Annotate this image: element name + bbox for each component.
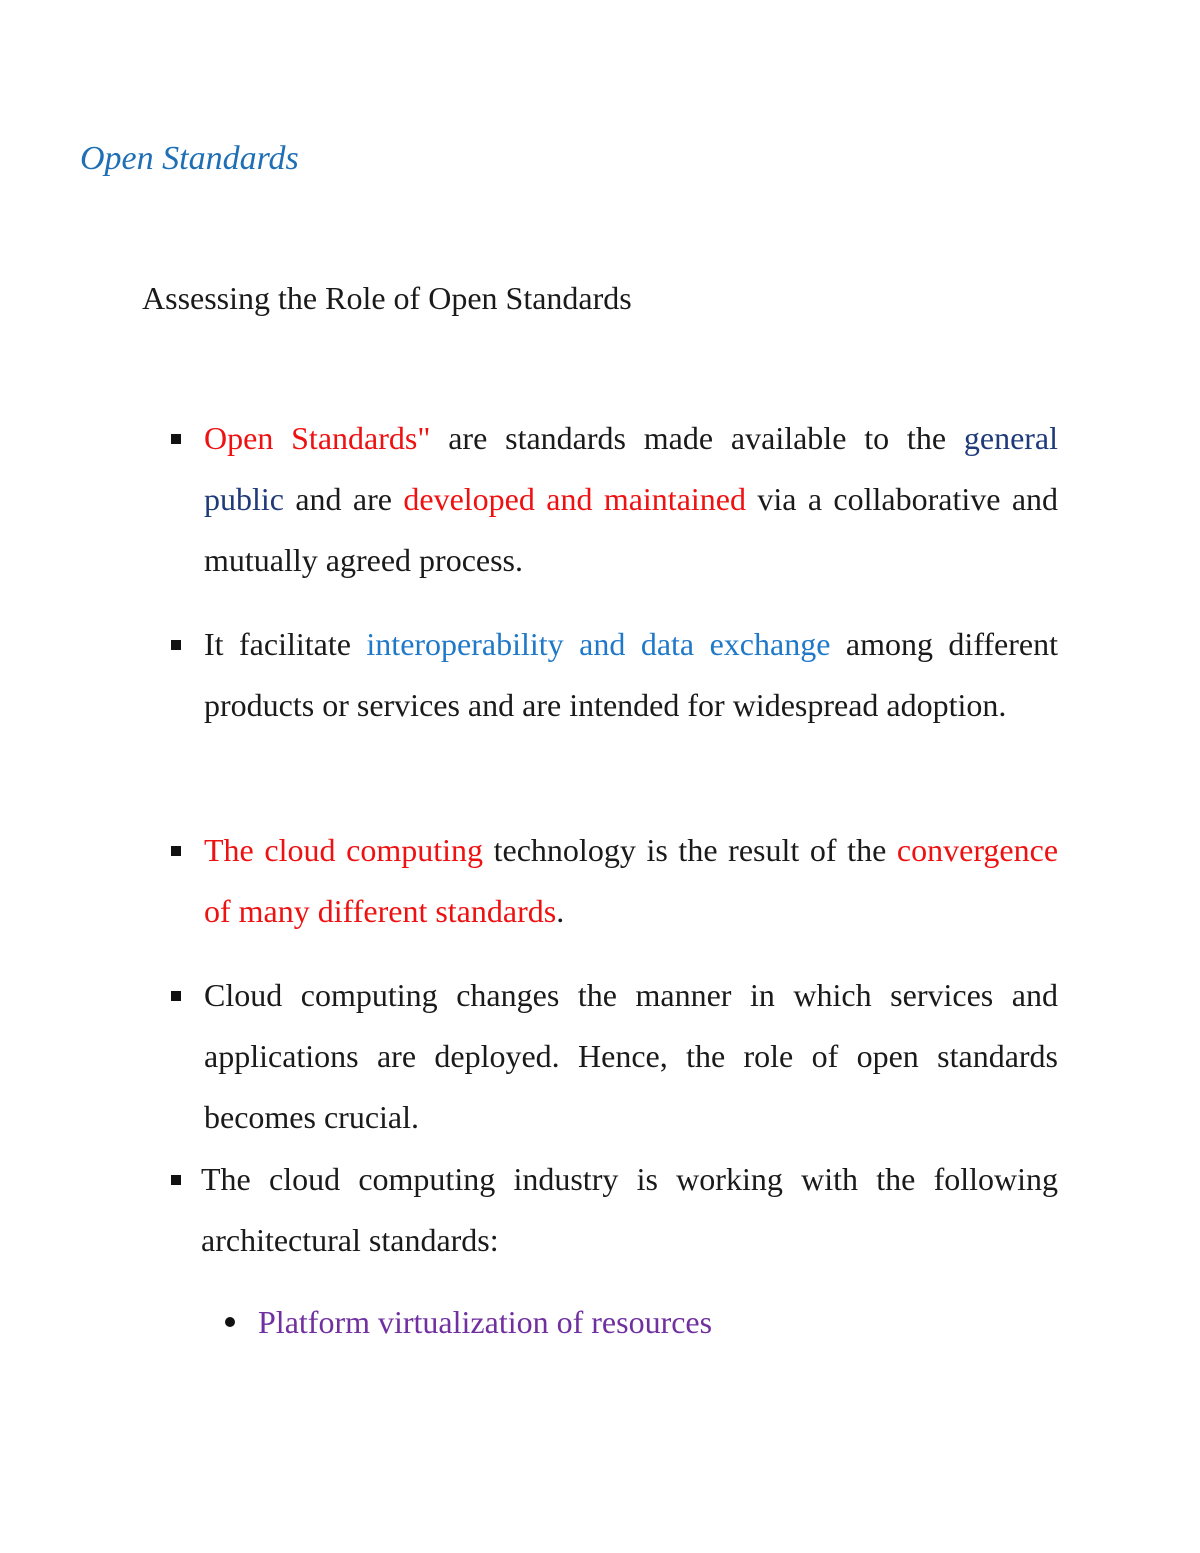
document-title: Open Standards [80, 140, 299, 177]
bullet-text-segment: among different products or services and are intended for widespread adoption. [204, 626, 1058, 723]
bullet-item-interoperability [204, 614, 1058, 736]
square-bullet-icon [171, 434, 181, 444]
bullet-text-segment: It facilitate [204, 626, 367, 662]
bullet-item-open-standards-definition [204, 408, 1058, 591]
bullet-text-segment: are standards made available to the [430, 420, 964, 456]
bullet-text-segment: interoperability and data exchange [366, 626, 831, 662]
bullet-text-segment: Open Standards" [204, 420, 431, 456]
bullet-item-architectural-standards [201, 1149, 1058, 1271]
sub-bullet-text: Platform virtualization of resources [258, 1304, 713, 1340]
bullet-text-segment: and are [283, 481, 404, 517]
round-bullet-icon [225, 1317, 235, 1327]
bullet-text-segment: via a collaborative and mutually agreed process. [204, 481, 1059, 578]
bullet-text-segment: The cloud computing industry is working with the following architectural standards: [201, 1161, 1058, 1258]
sub-bullet-platform-virtualization [258, 1296, 712, 1348]
bullet-text-segment: general public [204, 420, 1059, 517]
square-bullet-icon [171, 991, 181, 1001]
section-heading: Assessing the Role of Open Standards [142, 280, 632, 316]
square-bullet-icon [171, 846, 181, 856]
bullet-text-segment: The cloud computing [204, 832, 483, 868]
bullet-text-segment: convergence of many different standards [204, 832, 1059, 929]
bullet-item-convergence [204, 820, 1058, 942]
bullet-text-segment: developed and maintained [403, 481, 746, 517]
bullet-text-segment: Cloud computing changes the manner in which services and applications are deployed. Hence, the role of open standards becomes crucial. [204, 977, 1058, 1135]
square-bullet-icon [171, 1175, 181, 1185]
bullet-text-segment: . [556, 893, 565, 929]
square-bullet-icon [171, 640, 181, 650]
bullet-text-segment: technology is the result of the [483, 832, 897, 868]
bullet-item-deployment-change [204, 965, 1058, 1148]
